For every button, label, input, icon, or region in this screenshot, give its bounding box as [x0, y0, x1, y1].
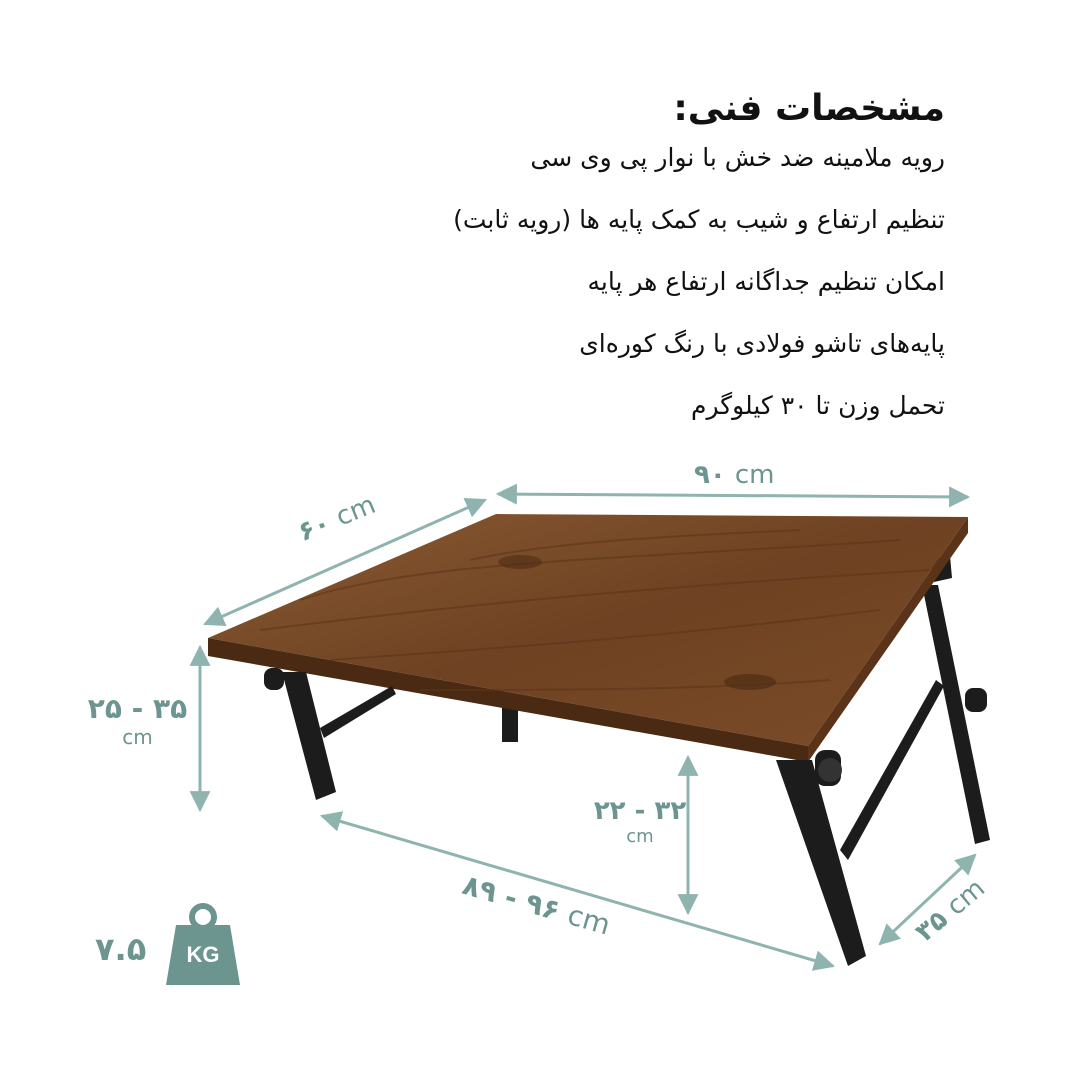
width-label	[694, 460, 774, 490]
depth-value: ۶۰	[294, 508, 335, 548]
leg-span-arrow	[322, 816, 833, 966]
leg-height-unit: cm	[626, 826, 654, 847]
spec-item: رویه ملامینه ضد خش با نوار پی وی سی	[530, 143, 945, 172]
height-label	[80, 692, 195, 749]
spec-item: تنظیم ارتفاع و شیب به کمک پایه ها (رویه ثابت)	[453, 205, 945, 234]
width-unit: cm	[734, 460, 775, 490]
specs-panel	[145, 88, 945, 451]
leg-span-unit: cm	[563, 898, 615, 942]
width-value: ۹۰	[694, 460, 726, 490]
depth-unit: cm	[331, 489, 380, 533]
weight-unit: KG	[186, 942, 220, 967]
height-value: ۲۵ - ۳۵	[87, 692, 188, 725]
weight-value: ۷.۵	[95, 930, 147, 968]
leg-height-label	[590, 796, 690, 847]
leg-span-value: ۸۹ - ۹۶	[458, 868, 564, 928]
height-unit: cm	[122, 725, 153, 749]
leg-depth-value: ۳۵	[910, 904, 954, 948]
spec-item: پایه‌های تاشو فولادی با رنگ کوره‌ای	[579, 329, 945, 358]
leg-depth-unit: cm	[941, 873, 991, 922]
width-arrow	[498, 494, 968, 497]
specs-title: مشخصات فنی:	[673, 88, 945, 129]
leg-height-value: ۲۲ - ۳۲	[593, 796, 687, 826]
table-top	[208, 514, 968, 762]
spec-item: امکان تنظیم جداگانه ارتفاع هر پایه	[587, 267, 945, 296]
spec-item: تحمل وزن تا ۳۰ کیلوگرم	[690, 391, 945, 420]
